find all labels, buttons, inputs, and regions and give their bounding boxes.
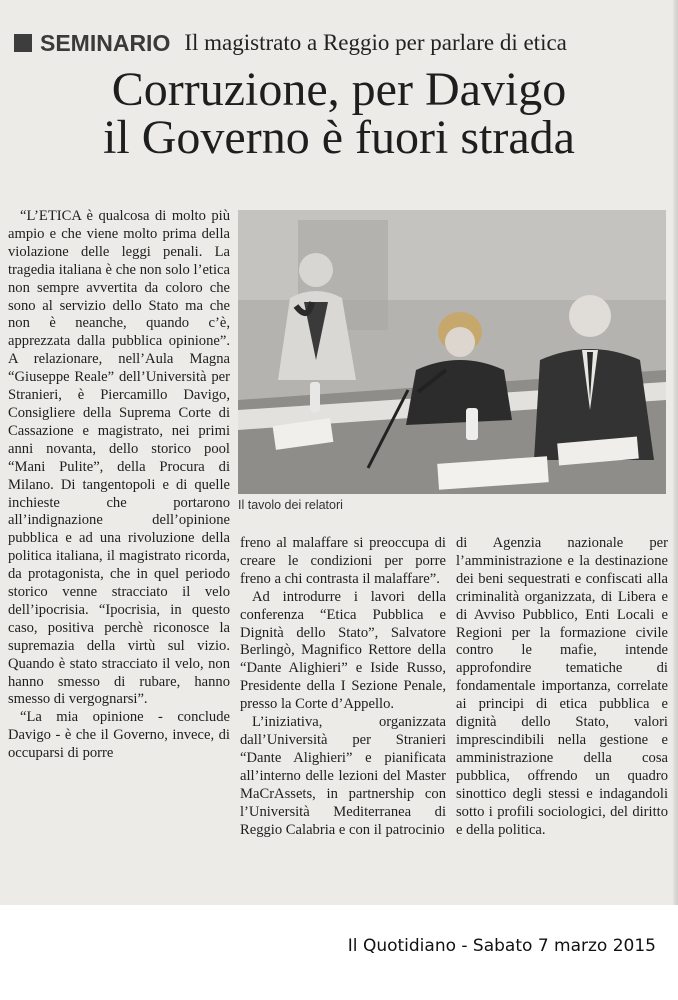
section-label: SEMINARIO xyxy=(40,29,171,56)
page-fold-shadow xyxy=(673,0,678,905)
article-column-3 xyxy=(456,535,668,898)
paragraph: freno al malaffare si preoccupa di creare le condizioni per porre freno a chi contrasta il malaffare”. xyxy=(240,535,446,587)
paragraph: di Agenzia nazionale per l’amministrazione e la destinazione dei beni sequestrati e confiscati alla criminalità organizzata, di Libera e di Avviso Pubblico, Enti Locali e Regioni per la formazione civile contro le mafie, intende approfondire tematiche di fondamentale importanza, correlate ai principi di etica pubblica e dignità dello Stato, valori imprescindibili nella gestione e amministrazione della cosa pubblica, offrendo un quadro sinottico degli stessi e indagandoli sotto i profili sociologici, del diritto e della politica. xyxy=(456,535,668,838)
kicker-subtitle: Il magistrato a Reggio per parlare di etica xyxy=(184,30,567,55)
paragraph: “L’ETICA è qualcosa di molto più ampio e che viene molto prima della violazione delle leggi penali. La tragedia italiana è che non solo l’etica non sempre avvertita da coloro che sono al servizio dello Stato ma che non è neanche, quando c’è, apprezzata dalla pubblica opinione”. A relazionare, nell’Aula Magna “Giuseppe Reale” dell’Università per Stranieri, è Piercamillo Davigo, Consigliere della Suprema Corte di Cassazione e magistrato, nei primi anni novanta, dello storico pool “Mani Pulite”, della Procura di Milano. Di tangentopoli e di quelle inchieste che portarono all’indignazione dell’opinione pubblica e ad una rivoluzione della politica italiana, il magistrato ricorda, da protagonista, che in quel periodo storico venne stracciato il velo dell’ipocrisia. “Ipocrisia, in questo caso, positiva perchè riconosce la supremazia della virtù sul vizio. Quando è stato stracciato il velo, non hanno smesso di rubare, hanno smesso di vergognarsi”. xyxy=(8,208,230,708)
speakers-table-illustration xyxy=(238,210,666,494)
article-column-2 xyxy=(240,535,446,898)
paragraph: Ad introdurre i lavori della conferenza “Etica Pubblica e Dignità dello Stato”, Salvatore Berlingò, Magnifico Rettore della “Dante Alighieri” e Iside Russo, Presidente della I Sezione Penale, presso la Corte d’Appello. xyxy=(240,588,446,713)
source-footer: Il Quotidiano - Sabato 7 marzo 2015 xyxy=(347,936,656,956)
headline-line-1: Corruzione, per Davigo xyxy=(111,63,567,116)
headline xyxy=(0,63,678,164)
section-square-icon xyxy=(14,34,32,52)
photo-caption: Il tavolo dei relatori xyxy=(238,498,343,512)
speakers-photo xyxy=(238,210,666,494)
paragraph: “La mia opinione - conclude Davigo - è che il Governo, invece, di occuparsi di porre xyxy=(8,709,230,762)
article-column-1 xyxy=(8,208,230,898)
kicker-bar xyxy=(14,26,674,60)
paragraph: L’iniziativa, organizzata dall’Università per Stranieri “Dante Alighieri” e pianificata all’interno delle lezioni del Master MaCrAssets, in partnership con l’Università Mediterranea di Reggio Calabria e con il patrocinio xyxy=(240,714,446,838)
headline-line-2: il Governo è fuori strada xyxy=(103,111,575,164)
